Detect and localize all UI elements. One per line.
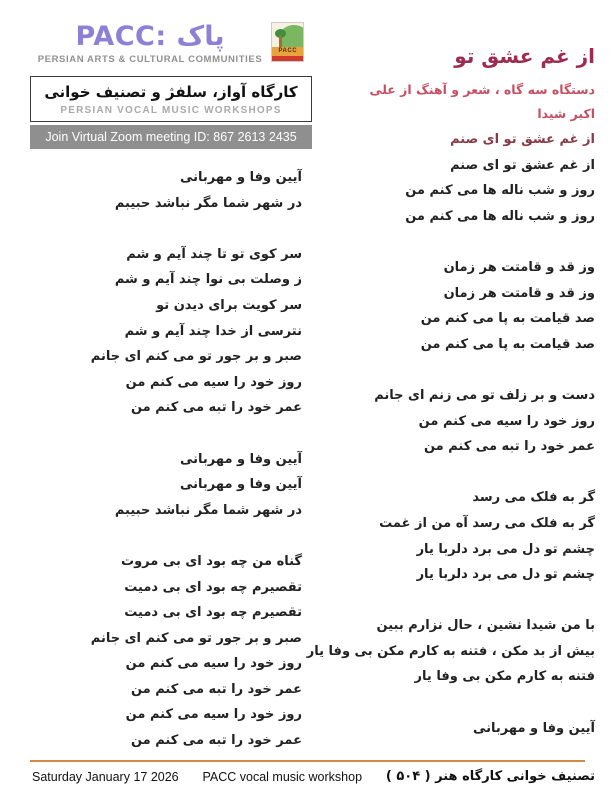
brand-tagline: PERSIAN ARTS & CULTURAL COMMUNITIES (37, 53, 263, 65)
lyric-line: در شهر شما مگر نباشد حبیبم (114, 502, 302, 518)
pacc-logo-icon (271, 22, 304, 62)
zoom-meeting-bar: Join Virtual Zoom meeting ID: 867 2613 2435 (30, 125, 312, 149)
lyric-line: گناه من چه بود ای بی مروت (121, 553, 302, 569)
lyric-line: تقصیرم چه بود ای بی دمیت (124, 605, 302, 621)
lyric-line: آیین وفا و مهربانی (180, 170, 302, 185)
lyric-line: آیین وفا و مهربانی (180, 451, 302, 467)
logo-tree-trunk (279, 35, 282, 47)
lyric-line: روز خود را سیه می کنم من (125, 707, 302, 723)
lyric-line: روز خود را سیه می کنم من (418, 413, 595, 429)
lyric-line: دست و بر زلف تو می زنم ای جانم (374, 387, 595, 403)
brand-textblock (38, 22, 263, 65)
logo-band-label: PACC (272, 47, 303, 56)
logo-art (272, 23, 303, 47)
workshop-title-fa: کارگاه آواز، سلفژ و تصنیف خوانی (44, 82, 298, 101)
lyric-line: از غم عشق تو ای صنم (450, 132, 595, 147)
footer (32, 769, 595, 784)
lyric-line: چشم تو دل می برد دلربا یار (416, 541, 595, 557)
workshop-subtitle-en: PERSIAN VOCAL MUSIC WORKSHOPS (60, 105, 282, 117)
lyric-stanza (265, 383, 595, 460)
lyric-line: آیین وفا و مهربانی (473, 720, 595, 736)
lyric-line: روز خود را سیه می کنم من (125, 656, 302, 672)
song-credit-line2: اکبر شیدا (537, 106, 595, 122)
lyric-line: وز قد و قامتت هر زمان (443, 285, 595, 301)
lyric-line: فتنه به کارم مکن بی وفا یار (414, 669, 595, 685)
lyric-line: صبر و بر جور تو می کنم ای جانم (90, 349, 302, 365)
lyric-stanza (265, 613, 595, 690)
lyric-line: وز قد و قامتت هر زمان (443, 259, 595, 275)
lyric-stanza (265, 127, 595, 229)
lyric-line: سر کویت برای دیدن تو (156, 297, 302, 313)
lyric-line: از غم عشق تو ای صنم (450, 157, 595, 173)
footer-date: Saturday January 17 2026 (32, 769, 179, 784)
lyric-line: چشم تو دل می برد دلربا یار (416, 567, 595, 583)
lyric-line: گر به فلک می رسد (472, 490, 595, 506)
lyric-line: تقصیرم چه بود ای بی دمیت (124, 579, 302, 595)
lyric-line: در شهر شما مگر نباشد حبیبم (114, 195, 302, 211)
lyric-line: صد قیامت به پا می کنم من (420, 311, 595, 327)
lyric-line: روز و شب ناله ها می کنم من (405, 208, 595, 224)
lyric-stanza (265, 485, 595, 587)
lyric-line: ز وصلت بی نوا چند آیم و شم (114, 272, 302, 288)
lyric-stanza (30, 165, 302, 216)
lyric-line: گر به فلک می رسد آه من از غمت (379, 515, 595, 531)
brand-row (30, 22, 312, 65)
lyric-line: عمر خود را تبه می کنم من (130, 733, 302, 749)
lyric-line: روز خود را سیه می کنم من (125, 374, 302, 390)
lyric-line: عمر خود را تبه می کنم من (423, 439, 595, 455)
lyric-line: صد قیامت به پا می کنم من (420, 336, 595, 352)
lyrics-column-right (265, 127, 595, 741)
lyric-line: صبر و بر جور تو می کنم ای جانم (90, 630, 302, 646)
footer-rule (30, 760, 585, 762)
lyric-stanza (30, 242, 302, 421)
lyrics-column-left (30, 165, 302, 754)
song-title: از غم عشق تو (454, 44, 595, 68)
song-header (365, 44, 595, 127)
lyric-stanza (30, 447, 302, 524)
footer-center-label: PACC vocal music workshop (202, 769, 363, 784)
brand-wordmark: PACC: پاک (75, 21, 225, 52)
logo-red-stripe (272, 56, 303, 61)
lyric-line: با من شیدا نشین ، حال نزارم ببین (376, 618, 595, 634)
lyric-line: عمر خود را تبه می کنم من (130, 681, 302, 697)
lyric-line: نترسی از خدا چند آیم و شم (124, 323, 302, 339)
lyric-line: آیین وفا و مهربانی (180, 477, 302, 493)
lyric-stanza (30, 549, 302, 754)
lyric-stanza (265, 255, 595, 357)
song-credit-line1: دستگاه سه گاه ، شعر و آهنگ از علی (369, 82, 595, 97)
lyric-line: سر کوی تو تا چند آیم و شم (126, 246, 302, 262)
workshop-title-box (30, 76, 312, 123)
song-credit (365, 78, 595, 127)
footer-right-fa: تصنیف خوانی کارگاه هنر ( ۵۰۴ ) (385, 769, 595, 784)
lyric-line: عمر خود را تبه می کنم من (130, 400, 302, 416)
lyric-line: روز و شب ناله ها می کنم من (405, 183, 595, 199)
lyric-stanza (265, 716, 595, 742)
lyric-line: بیش از بد مکن ، فتنه به کارم مکن بی وفا یار (306, 643, 595, 659)
